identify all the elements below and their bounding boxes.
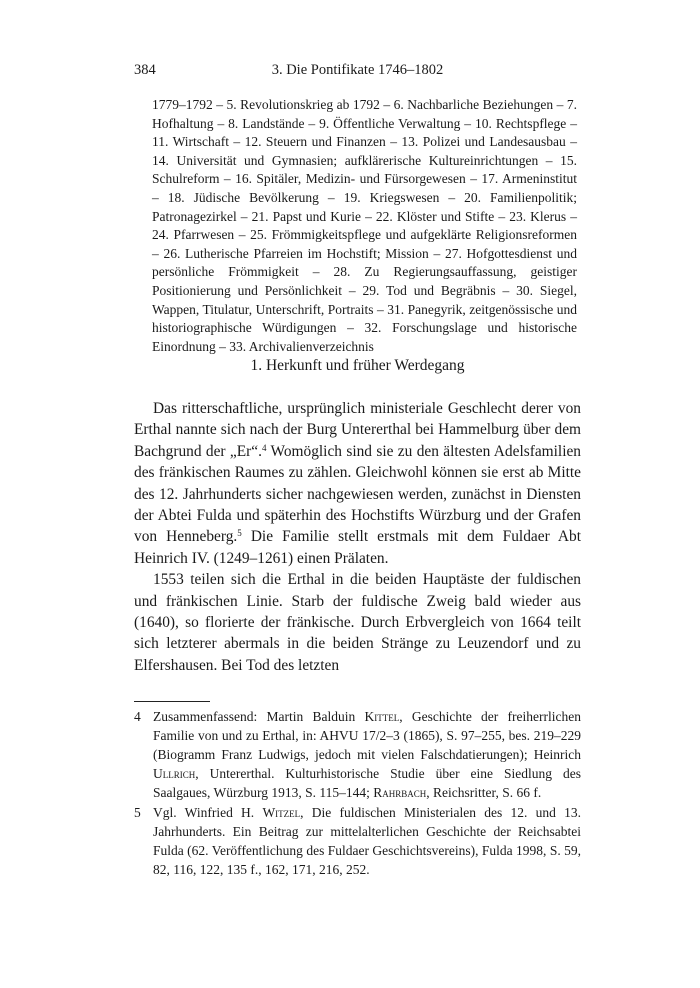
footnote-separator: [134, 701, 210, 702]
page-number: 384: [134, 62, 156, 78]
chapter-contents-list: 1779–1792 – 5. Revolutionskrieg ab 1792 – 6. Nachbarliche Beziehungen – 7. Hofhaltung – 8. Landstände – 9. Öffentliche Verwaltung – 10. Rechtspflege – 11. Wirtschaft – 12. Steuern und Finanzen – 13. Polizei und Landesausbau – 14. Universität und Gymnasien; aufklärerische Kultureinrichtungen – 15. Schulreform – 16. Spitäler, Medizin- und Fürsorgewesen – 17. Armeninstitut – 18. Jüdische Bevölkerung – 19. Kriegswesen – 20. Familienpolitik; Patronagezirkel – 21. Papst und Kurie – 22. Klöster und Stifte – 23. Klerus – 24. Pfarrwesen – 25. Frömmigkeitspflege und aufgeklärte Religionsreformen – 26. Lutherische Pfarreien im Hochstift; Mission – 27. Hofgottesdienst und persönliche Frömmigkeit – 28. Zu Regierungsauffassung, geistiger Positionierung und Persönlichkeit – 29. Tod und Begräbnis – 30. Siegel, Wappen, Titulatur, Unterschrift, Portraits – 31. Panegyrik, zeitgenössische und historiographische Würdigungen – 32. Forschungslage und historische Einordnung – 33. Archivalienverzeichnis: [152, 97, 577, 354]
author-name: Rahrbach: [373, 785, 427, 800]
running-title: 3. Die Pontifikate 1746–1802: [271, 62, 444, 78]
author-name: Kittel: [364, 709, 400, 724]
paragraph-1-text-a: Das ritterschaftliche, ursprünglich ministeriale Geschlecht derer von Erthal nannte sich nach der Burg Untererthal bei Hammelburg über dem Bachgrund der „Er“.: [134, 400, 581, 460]
footnote-number: 5: [134, 805, 141, 820]
paragraph-2: 1553 teilen sich die Erthal in die beiden Hauptäste der fuldischen und fränkischen Linie. Starb der fuldische Zweig bald wieder aus (1640), so florierte der fränkische. Durch Erbvergleich von 1664 teilt sich letzterer abermals in die beiden Stränge zu Leuzendorf und zu Elfershausen. Bei Tod des letzten: [134, 571, 581, 674]
footnote: [134, 707, 581, 802]
footnote: [134, 803, 581, 879]
paragraph-1-text-b: Womöglich sind sie zu den ältesten Adelsfamilien des fränkischen Raumes zu zählen. Gleichwohl können sie erst ab Mitte des 12. Jahrhunderts sicher nachgewiesen werden, zunächst in Diensten der Abtei Fulda und späterhin des Hochstifts Würzburg und der Grafen von Henneberg.: [134, 442, 581, 546]
paragraph-1-text-c: Die Familie stellt erstmals mit dem Fuldaer Abt Heinrich IV. (1249–1261) einen Prälaten.: [134, 528, 581, 567]
footnote-text-part: , Geschichte der freiherrlichen Familie von und zu Erthal, in: AHVU 17/2–3 (1865), S. 97–255, bes. 219–229 (Biogramm Franz Ludwigs, jedoch mit vielen Falschdatierungen); Heinrich: [153, 709, 581, 762]
section-title: 1. Herkunft und früher Werdegang: [250, 357, 465, 374]
author-name: Witzel: [262, 805, 301, 820]
footnote-text: [153, 707, 581, 802]
footnote-text-part: Vgl. Winfried H.: [153, 805, 263, 820]
footnote-number: 4: [134, 709, 141, 724]
footnote-text-part: , Die fuldischen Ministerialen des 12. und 13. Jahrhunderts. Ein Beitrag zur mittelalterlichen Geschichte der Reichsabtei Fulda (62. Veröffentlichung des Fuldaer Geschichtsvereins), Fulda 1998, S. 59, 82, 116, 122, 135 f., 162, 171, 216, 252.: [153, 805, 581, 877]
footnote-text-part: , Reichsritter, S. 66 f.: [426, 785, 542, 800]
footnote-text-part: , Untererthal. Kulturhistorische Studie über eine Siedlung des Saalgaues, Würzburg 1913, S. 115–144;: [153, 766, 581, 800]
paragraph-1: [134, 398, 581, 569]
body-text: [134, 398, 581, 676]
author-name: Ullrich: [153, 766, 196, 781]
footnote-ref-5[interactable]: 5: [237, 528, 242, 539]
footnote-ref-4[interactable]: 4: [261, 442, 267, 453]
footnotes: [134, 707, 581, 880]
page-header: [134, 62, 581, 82]
footnote-text: [153, 803, 581, 879]
footnote-text-part: Zusammenfassend: Martin Balduin: [153, 709, 365, 724]
